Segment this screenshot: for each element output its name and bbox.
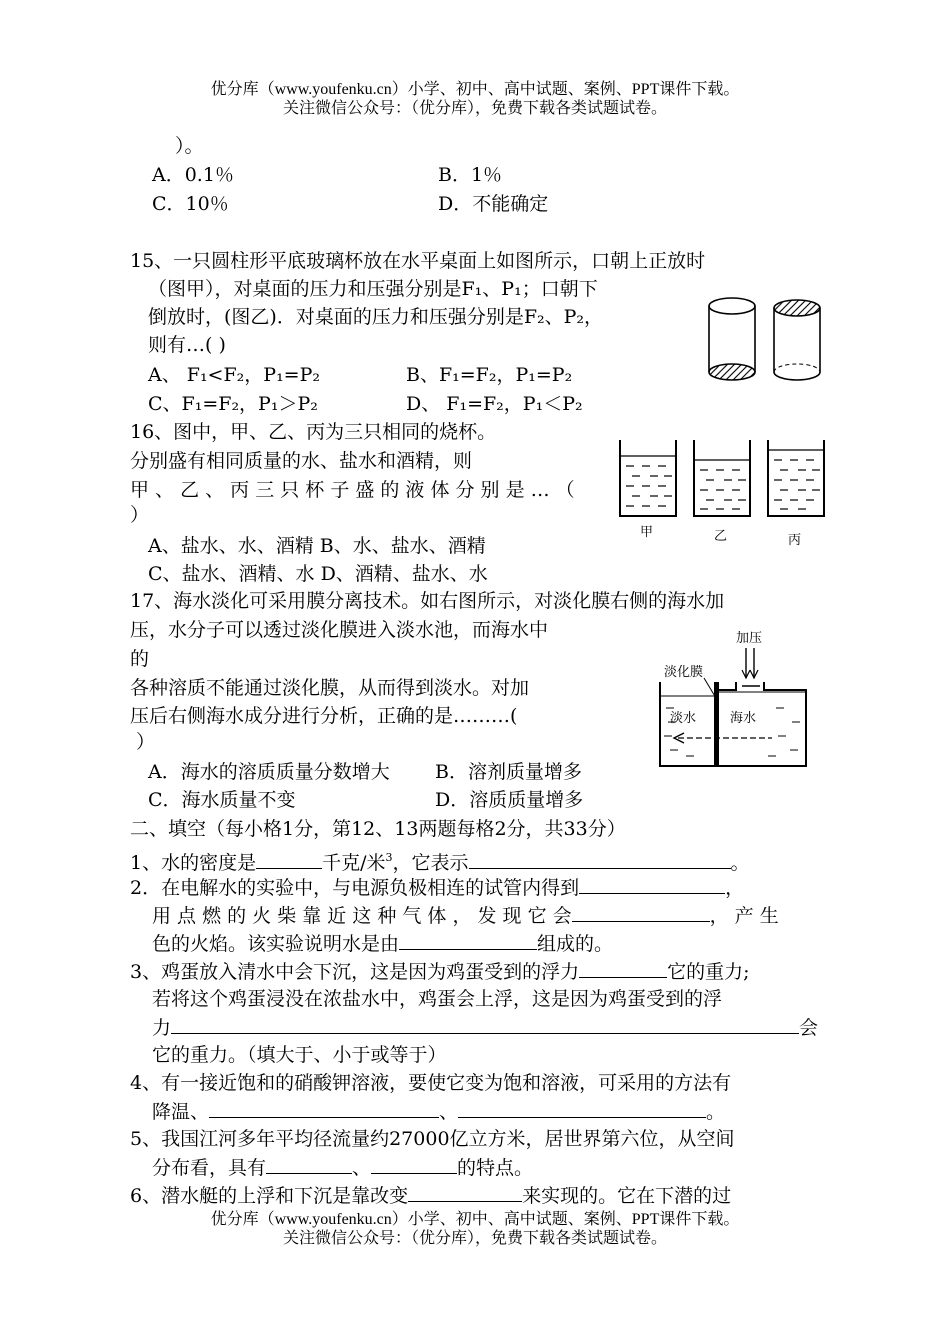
q14-option-a: A．0.1％ — [152, 164, 234, 186]
q17-line-6: ） — [136, 731, 156, 753]
header-line-2: 关注微信公众号：（优分库），免费下载各类试题试卷。 — [282, 100, 667, 117]
beakers-figure — [612, 436, 834, 548]
fill-2-line-3: 色的火焰。该实验说明水是由 组成的。 — [152, 933, 614, 955]
blank-3-1[interactable] — [579, 959, 667, 978]
q17-line-3: 的 — [130, 648, 150, 670]
fill-3-line-2: 若将这个鸡蛋浸没在浓盐水中，鸡蛋会上浮，这是因为鸡蛋受到的浮 — [152, 988, 723, 1010]
fill-6-line-1: 6、潜水艇的上浮和下沉是靠改变 来实现的。它在下潜的过 — [130, 1185, 732, 1207]
blank-6-1[interactable] — [408, 1183, 522, 1202]
q15-line-2: （图甲），对桌面的压力和压强分别是F₁、P₁；口朝下 — [148, 278, 598, 300]
glass-cups-figure — [702, 290, 832, 392]
section-2-title: 二、填空（每小格1分，第12、13两题每格2分，共33分） — [130, 818, 626, 840]
q16-options-row-2: C、盐水、酒精、水 D、酒精、盐水、水 — [148, 563, 488, 585]
fill-4-line-1: 4、有一接近饱和的硝酸钾溶液，要使它变为饱和溶液，可采用的方法有 — [130, 1072, 732, 1094]
fill-4-line-2: 降温、 、 。 — [152, 1101, 726, 1123]
q17-line-4: 各种溶质不能通过淡化膜，从而得到淡水。对加 — [130, 677, 530, 699]
q17-option-b: B．溶剂质量增多 — [435, 761, 582, 783]
blank-4-2[interactable] — [458, 1099, 706, 1118]
beaker-label-jia: 甲 — [640, 525, 654, 540]
q17-option-d: D．溶质质量增多 — [435, 789, 584, 811]
fill-5-line-1: 5、我国江河多年平均径流量约27000亿立方米，居世界第六位，从空间 — [130, 1128, 735, 1150]
q14-tail: ）。 — [175, 135, 204, 157]
fill-1: 1、水的密度是 千克/米$^3$，它表示 。 — [130, 851, 750, 874]
glass-inverted — [774, 300, 820, 380]
fill-2-line-1: 2．在电解水的实验中，与电源负极相连的试管内得到 ， — [130, 877, 745, 899]
q15-line-3: 倒放时，(图乙)．对桌面的压力和压强分别是F₂、P₂， — [148, 306, 604, 328]
pressure-label: 加压 — [736, 631, 763, 646]
q16-line-4: ） — [130, 504, 150, 526]
fill-3-line-4: 它的重力。（填大于、小于或等于） — [152, 1044, 447, 1066]
q15-line-1: 15、一只圆柱形平底玻璃杯放在水平桌面上如图所示，口朝上正放时 — [130, 250, 706, 272]
q14-option-d: D．不能确定 — [438, 193, 549, 215]
q16-line-1: 16、图中，甲、乙、丙为三只相同的烧杯。 — [130, 421, 497, 443]
q16-line-3: 甲 、 乙 、 丙 三 只 杯 子 盛 的 液 体 分 别 是 … （ — [130, 479, 575, 501]
q15-line-4: 则有…( ) — [148, 334, 226, 356]
sea-water-label: 海水 — [730, 711, 757, 726]
header-line-1: 优分库（www.youfenku.cn）小学、初中、高中试题、案例、PPT课件下载。 — [210, 81, 740, 98]
q17-line-2: 压，水分子可以透过淡化膜进入淡水池，而海水中 — [130, 619, 549, 641]
fill-3-line-1: 3、鸡蛋放入清水中会下沉，这是因为鸡蛋受到的浮力 它的重力; — [130, 961, 750, 983]
beaker-yi — [694, 440, 750, 516]
membrane-desalination-figure — [656, 626, 814, 774]
blank-3-2[interactable] — [171, 1015, 799, 1034]
blank-5-1[interactable] — [266, 1155, 352, 1174]
blank-2-1[interactable] — [579, 875, 725, 894]
q14-option-c: C．10％ — [152, 193, 229, 215]
q17-option-c: C．海水质量不变 — [148, 789, 296, 811]
blank-5-2[interactable] — [371, 1155, 457, 1174]
blank-2-2[interactable] — [572, 903, 710, 922]
q15-option-c: C、F₁=F₂，P₁＞P₂ — [148, 393, 318, 415]
q16-options-row-1: A、盐水、水、酒精 B、水、盐水、酒精 — [148, 535, 486, 557]
q17-option-a: A．海水的溶质质量分数增大 — [148, 761, 390, 783]
q14-option-b: B．1％ — [438, 164, 503, 186]
blank-1-1[interactable] — [256, 850, 322, 869]
blank-1-2[interactable] — [469, 850, 731, 869]
fill-2-line-2: 用 点 燃 的 火 柴 靠 近 这 种 气 体 ， 发 现 它 会 ， 产 生 — [152, 905, 779, 927]
beaker-jia — [620, 440, 676, 516]
membrane — [714, 682, 719, 766]
footer-line-2: 关注微信公众号：（优分库），免费下载各类试题试卷。 — [282, 1230, 667, 1247]
q16-line-2: 分别盛有相同质量的水、盐水和酒精，则 — [130, 450, 473, 472]
blank-2-3[interactable] — [399, 931, 537, 950]
membrane-label: 淡化膜 — [664, 665, 704, 680]
fill-3-line-3: 力 会 — [152, 1017, 819, 1039]
q17-line-5: 压后右侧海水成分进行分析，正确的是………( — [130, 705, 518, 727]
glass-upright — [709, 298, 755, 380]
beaker-bing — [768, 440, 824, 516]
q15-option-b: B、F₁=F₂，P₁=P₂ — [406, 364, 573, 386]
beaker-label-yi: 乙 — [714, 529, 728, 544]
blank-4-1[interactable] — [209, 1099, 439, 1118]
fresh-water-label: 淡水 — [670, 711, 697, 726]
footer-line-1: 优分库（www.youfenku.cn）小学、初中、高中试题、案例、PPT课件下载。 — [210, 1211, 740, 1228]
fill-5-line-2: 分布看，具有 、 的特点。 — [152, 1157, 534, 1179]
q15-option-a: A、 F₁<F₂，P₁=P₂ — [148, 364, 321, 386]
q15-option-d: D、 F₁=F₂，P₁＜P₂ — [406, 393, 583, 415]
beaker-label-bing: 丙 — [788, 533, 802, 548]
q17-line-1: 17、海水淡化可采用膜分离技术。如右图所示，对淡化膜右侧的海水加 — [130, 590, 725, 612]
